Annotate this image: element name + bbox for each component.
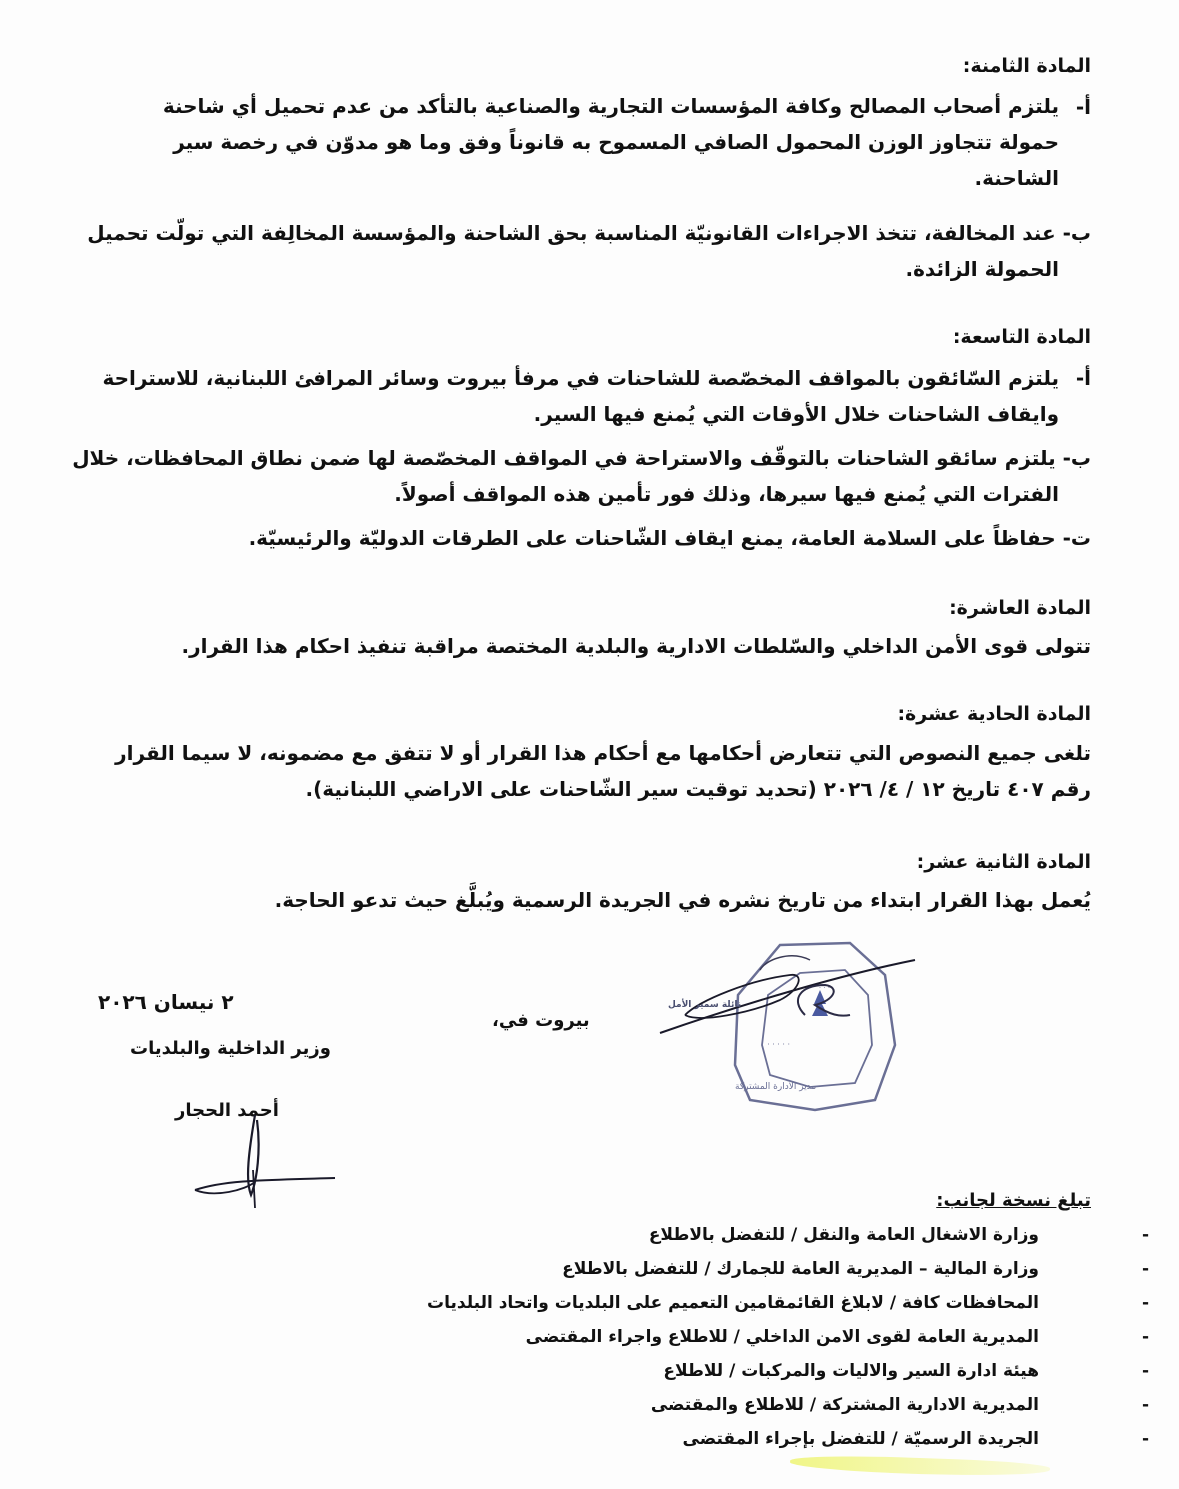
signature-title: وزير الداخلية والبلديات xyxy=(130,1038,331,1059)
article-9-clause-b xyxy=(72,440,1091,512)
cc-heading: تبلغ نسخة لجانب: xyxy=(936,1190,1091,1211)
cc-list-item xyxy=(562,1259,1149,1279)
svg-text:· · · · ·: · · · · · xyxy=(767,1040,790,1049)
cc-item-text: المحافظات كافة / لابلاغ القائمقامين التعميم على البلديات واتحاد البلديات xyxy=(427,1293,1039,1313)
article-9-c-line-1: ت- حفاظاً على السلامة العامة، يمنع ايقاف الشّاحنات على الطرقات الدوليّة والرئيسيّة. xyxy=(248,526,1091,550)
cc-list-item xyxy=(648,1225,1149,1245)
article-10-heading: المادة العاشرة: xyxy=(949,597,1091,619)
article-8-b-line-1: ب- عند المخالفة، تتخذ الاجراءات القانونيّة المناسبة بحق الشاحنة والمؤسسة المخالِفة التي تولّت تحميل xyxy=(87,221,1091,245)
article-9-b-line-1: ب- يلتزم سائقو الشاحنات بالتوقّف والاستراحة في المواقف المخصّصة لها ضمن نطاق المحافظات، خلال xyxy=(72,446,1091,470)
article-11-body xyxy=(115,735,1091,807)
article-9-a-line-1: يلتزم السّائقون بالمواقف المخصّصة للشاحنات في مرفأ بيروت وسائر المرافئ اللبنانية، للاستراحة xyxy=(102,366,1059,390)
article-9-a-marker: أ- xyxy=(1075,366,1091,390)
article-9-clause-c xyxy=(249,520,1091,556)
cc-item-text: وزارة الاشغال العامة والنقل / للتفضل بالاطلاع xyxy=(648,1225,1039,1245)
cc-list-item xyxy=(663,1361,1149,1381)
article-8-a-line-2: حمولة تتجاوز الوزن المحمول الصافي المسموح به قانوناً وفق وما هو مدوّن في رخصة سير xyxy=(173,130,1059,154)
article-8-a-marker: أ- xyxy=(1075,95,1091,119)
cc-bullet: - xyxy=(1141,1293,1149,1313)
article-8-clause-a xyxy=(163,88,1059,196)
article-8-a-line-3: الشاحنة. xyxy=(974,166,1059,190)
signature-place: بيروت في، xyxy=(492,1010,590,1031)
article-9-b-line-2: الفترات التي يُمنع فيها سيرها، وذلك فور تأمين هذه المواقف أصولاً. xyxy=(394,482,1059,506)
article-8-clause-b xyxy=(87,215,1091,287)
minister-signature xyxy=(185,1110,355,1210)
article-11-heading: المادة الحادية عشرة: xyxy=(897,703,1091,725)
cc-item-text: الجريدة الرسميّة / للتفضل بإجراء المقتضى xyxy=(682,1429,1039,1449)
cc-bullet: - xyxy=(1141,1395,1149,1415)
svg-text:· · ·: · · · xyxy=(818,984,830,992)
cc-item-text: المديرية الادارية المشتركة / للاطلاع والمقتضى xyxy=(650,1395,1039,1415)
article-12-line-1: يُعمل بهذا القرار ابتداء من تاريخ نشره في الجريدة الرسمية ويُبلَّغ حيث تدعو الحاجة. xyxy=(274,888,1091,912)
article-9-a-line-2: وايقاف الشاحنات خلال الأوقات التي يُمنع فيها السير. xyxy=(533,402,1059,426)
article-9-clause-a xyxy=(102,360,1059,432)
cc-bullet: - xyxy=(1141,1429,1149,1449)
cc-item-text: المديرية العامة لقوى الامن الداخلي / للاطلاع واجراء المقتضى xyxy=(525,1327,1039,1347)
stamp-name-text: نائلة سمير الأمل xyxy=(668,1000,742,1010)
stamp-footer-text: مدير الادارة المشتركة xyxy=(735,1082,817,1092)
article-9-heading: المادة التاسعة: xyxy=(952,326,1091,348)
cc-list-item xyxy=(525,1327,1149,1347)
cc-list-item-highlighted xyxy=(650,1395,1149,1415)
cc-item-text: هيئة ادارة السير والاليات والمركبات / للاطلاع xyxy=(663,1361,1039,1381)
signature-date: ٢ نيسان ٢٠٢٦ xyxy=(98,990,234,1014)
cc-bullet: - xyxy=(1141,1327,1149,1347)
cc-list-item xyxy=(682,1429,1149,1449)
cc-item-text: وزارة المالية – المديرية العامة للجمارك / للتفضل بالاطلاع xyxy=(562,1259,1039,1279)
article-11-line-1: تلغى جميع النصوص التي تتعارض أحكامها مع أحكام هذا القرار أو لا تتفق مع مضمونه، لا سيما القرار xyxy=(115,741,1091,765)
article-8-b-line-2: الحمولة الزائدة. xyxy=(905,257,1059,281)
highlighter-mark xyxy=(790,1453,1050,1478)
cc-bullet: - xyxy=(1141,1361,1149,1381)
article-12-body xyxy=(275,882,1091,918)
article-8-a-line-1: يلتزم أصحاب المصالح وكافة المؤسسات التجارية والصناعية بالتأكد من عدم تحميل أي شاحنة xyxy=(162,94,1059,118)
article-8-heading: المادة الثامنة: xyxy=(962,55,1091,77)
article-10-line-1: تتولى قوى الأمن الداخلي والسّلطات الادارية والبلدية المختصة مراقبة تنفيذ احكام هذا القرار. xyxy=(181,634,1091,658)
cc-bullet: - xyxy=(1141,1259,1149,1279)
cc-list-item xyxy=(427,1293,1149,1313)
cc-bullet: - xyxy=(1141,1225,1149,1245)
signature-name: أحمد الحجار xyxy=(175,1100,279,1121)
article-11-line-2: رقم ٤٠٧ تاريخ ١٢ / ٤/ ٢٠٢٦ (تحديد توقيت سير الشّاحنات على الاراضي اللبنانية). xyxy=(305,777,1091,801)
article-10-body xyxy=(182,628,1091,664)
article-12-heading: المادة الثانية عشر: xyxy=(916,851,1091,873)
